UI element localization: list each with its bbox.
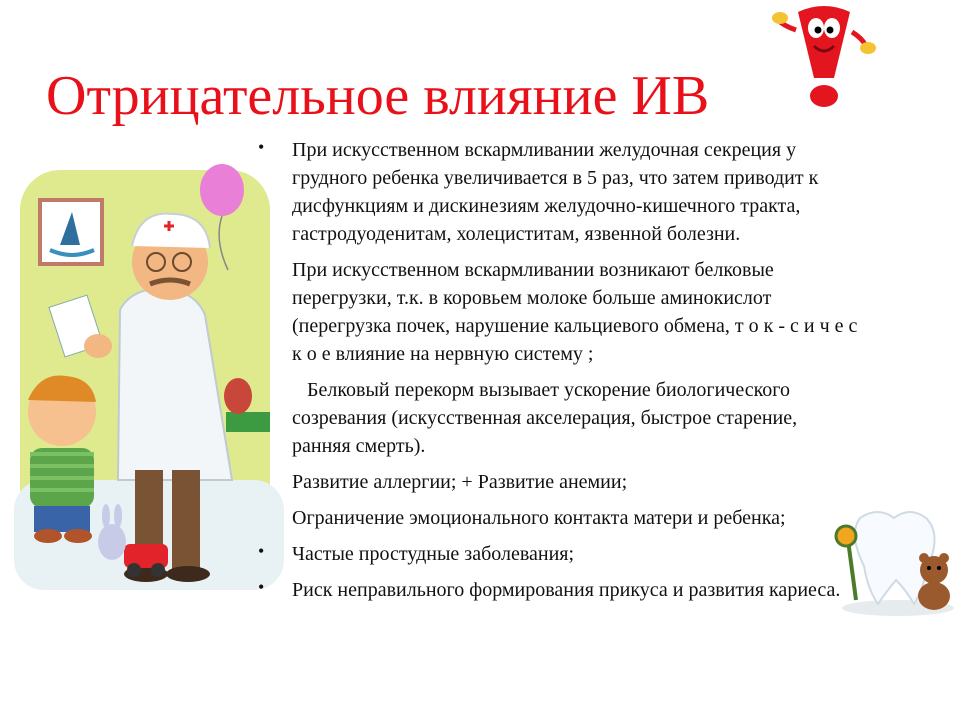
bullet-item: [258, 504, 858, 532]
bullet-text: Белковый перекорм вызывает ускорение биологического созревания (искусственная акселерация, быстрое старение, ранняя смерть).: [292, 379, 803, 457]
bullet-text: Развитие аллергии; + Развитие анемии;: [292, 471, 628, 493]
bullet-item: [258, 468, 858, 496]
slide-title: Отрицательное влияние ИВ: [46, 65, 710, 127]
exclamation-mark-icon: [768, 0, 880, 112]
bullet-text: Ограничение эмоционального контакта матери и ребенка;: [292, 507, 786, 529]
bullet-list: [258, 136, 858, 612]
bullet-marker: •: [258, 137, 265, 157]
bullet-marker: •: [258, 577, 265, 597]
bullet-item: [258, 136, 858, 248]
bullet-text: Частые простудные заболевания;: [292, 543, 575, 565]
sailboat-picture-icon: [40, 200, 102, 264]
bullet-text: Риск неправильного формирования прикуса и развития кариеса.: [292, 579, 841, 601]
child-figure: [28, 376, 96, 544]
bullet-marker: •: [258, 541, 265, 561]
bullet-text: При искусственном вскармливании возникают белковые перегрузки, т.к. в коровьем молоке больше аминокислот (перегрузка почек, нарушение кальциевого обмена, т о к - с и ч е с к о е влияние на нервную систему ;: [292, 259, 858, 365]
doctor-child-illustration: [0, 150, 290, 590]
bullet-item: [258, 576, 858, 604]
bullet-item: [258, 256, 858, 368]
bullet-text: При искусственном вскармливании желудочная секреция у грудного ребенка увеличивается в 5 раз, что затем приводит к дисфункциям и дискинезиям желудочно-кишечного тракта, гастродуоденитам, холециститам, язвенной болезни.: [292, 139, 819, 245]
bullet-item: [258, 376, 858, 460]
bullet-item: [258, 540, 858, 568]
